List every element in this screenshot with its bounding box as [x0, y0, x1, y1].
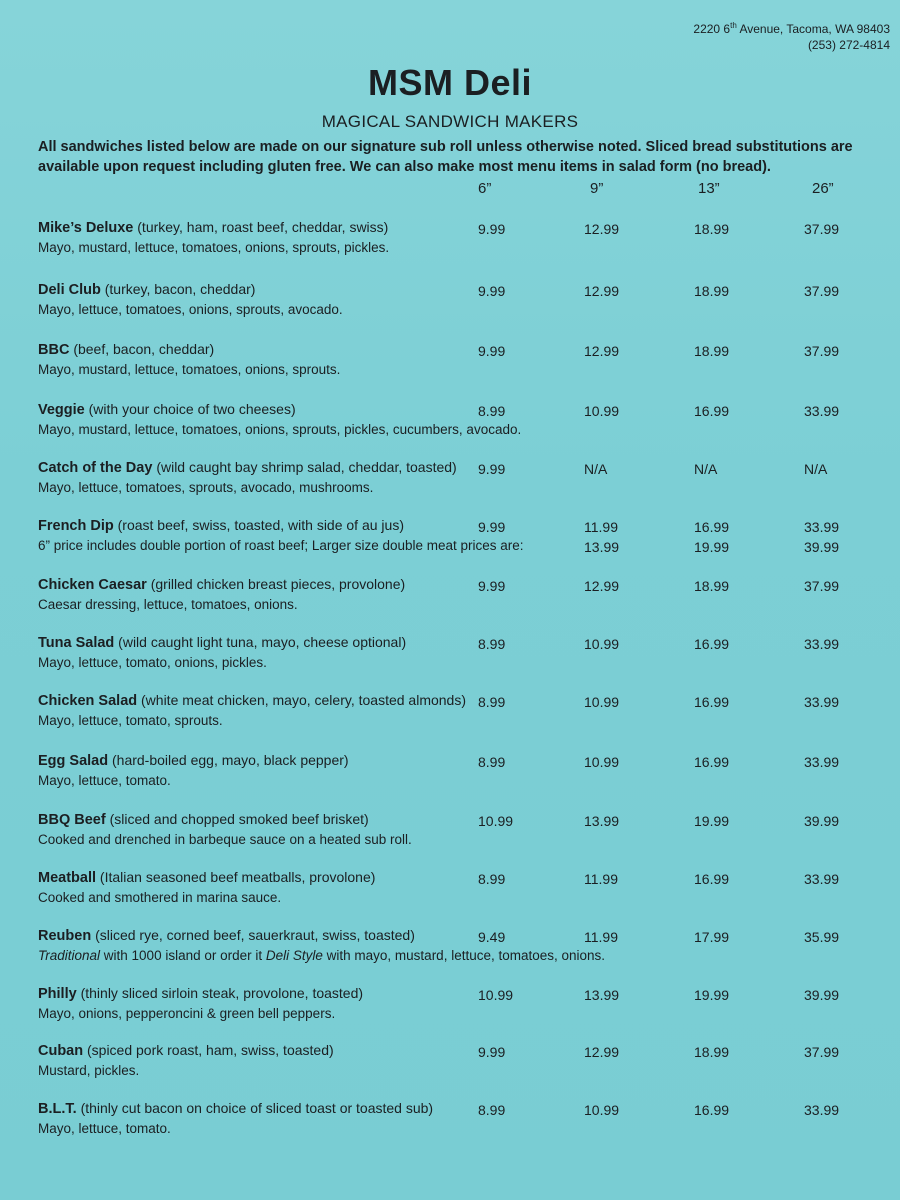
item-price: 10.99 [478, 987, 514, 1003]
menu-item [38, 517, 888, 561]
item-price: 12.99 [584, 343, 620, 359]
item-name: Reuben [38, 928, 92, 944]
menu-item [38, 1042, 888, 1086]
menu-item [38, 985, 888, 1029]
item-price: 33.99 [804, 636, 840, 652]
item-title-line [38, 692, 466, 709]
item-price: 37.99 [804, 221, 840, 237]
item-price: 18.99 [694, 578, 730, 594]
item-price: 12.99 [584, 221, 620, 237]
item-price: 9.99 [478, 578, 506, 594]
item-title-line [38, 459, 457, 476]
size-13in: 13” [698, 180, 720, 197]
size-6in: 6” [478, 180, 492, 197]
item-price: 10.99 [584, 1102, 620, 1118]
item-toppings: Mayo, mustard, lettuce, tomatoes, onions, sprouts. [38, 362, 341, 377]
item-toppings: Mayo, lettuce, tomato. [38, 1121, 171, 1136]
item-name: Catch of the Day [38, 460, 153, 476]
menu-item [38, 752, 888, 796]
item-price: 33.99 [804, 694, 840, 710]
size-header-row [0, 180, 900, 200]
item-price: 13.99 [584, 813, 620, 829]
item-title-line [38, 1042, 334, 1059]
item-price: 9.99 [478, 343, 506, 359]
item-price-double-meat: 19.99 [694, 539, 730, 555]
item-name: Chicken Caesar [38, 577, 147, 593]
item-name: Meatball [38, 870, 97, 886]
street-address: 2220 6th Avenue, Tacoma, WA 98403 [693, 21, 890, 36]
item-price: 10.99 [584, 754, 620, 770]
item-price: 8.99 [478, 754, 506, 770]
item-price: 13.99 [584, 987, 620, 1003]
item-description: (white meat chicken, mayo, celery, toasted almonds) [141, 692, 467, 708]
item-name: Chicken Salad [38, 693, 138, 709]
item-price: 12.99 [584, 1044, 620, 1060]
item-price: 8.99 [478, 403, 506, 419]
item-price: 11.99 [584, 929, 618, 945]
item-name: Deli Club [38, 282, 101, 298]
item-price: 33.99 [804, 519, 840, 535]
item-price: 8.99 [478, 1102, 506, 1118]
item-price: 17.99 [694, 929, 730, 945]
page-title: MSM Deli [367, 62, 532, 103]
item-title-line [38, 985, 363, 1002]
item-price: 11.99 [584, 519, 618, 535]
item-price: 33.99 [804, 871, 840, 887]
menu-item [38, 1100, 888, 1144]
item-price: 16.99 [694, 754, 730, 770]
item-name: B.L.T. [38, 1101, 77, 1117]
item-description: (wild caught bay shrimp salad, cheddar, toasted) [156, 459, 457, 475]
item-toppings: Mayo, mustard, lettuce, tomatoes, onions, sprouts, pickles. [38, 240, 390, 255]
menu-item [38, 692, 888, 736]
item-toppings: Mustard, pickles. [38, 1063, 140, 1078]
item-price: 9.99 [478, 461, 506, 477]
item-toppings: Cooked and smothered in marina sauce. [38, 890, 282, 905]
item-title-line [38, 576, 405, 593]
item-price: N/A [584, 461, 608, 477]
item-price: 18.99 [694, 1044, 730, 1060]
item-name: Mike’s Deluxe [38, 220, 134, 236]
item-price: 8.99 [478, 636, 506, 652]
item-toppings: Mayo, lettuce, tomato, onions, pickles. [38, 655, 267, 670]
item-title-line [38, 517, 404, 534]
item-name: Philly [38, 986, 77, 1002]
item-description: (turkey, bacon, cheddar) [104, 281, 256, 297]
item-toppings: Mayo, mustard, lettuce, tomatoes, onions, sprouts, pickles, cucumbers, avocado. [38, 422, 522, 437]
item-toppings: Caesar dressing, lettuce, tomatoes, onions. [38, 597, 298, 612]
item-description: (hard-boiled egg, mayo, black pepper) [112, 752, 349, 768]
item-toppings: Mayo, lettuce, tomatoes, sprouts, avocado, mushrooms. [38, 480, 374, 495]
item-price: N/A [694, 461, 718, 477]
menu-item [38, 927, 888, 971]
item-price: 10.99 [584, 636, 620, 652]
item-toppings: Mayo, lettuce, tomato, sprouts. [38, 713, 223, 728]
item-title-line [38, 341, 214, 358]
item-price: 8.99 [478, 694, 506, 710]
item-title-line [38, 219, 388, 236]
item-name: French Dip [38, 518, 114, 534]
item-price: 16.99 [694, 403, 730, 419]
intro-text: All sandwiches listed below are made on our signature sub roll unless otherwise noted. Sliced bread substitutions are available upon request including gluten free. We can also make most menu items in salad form (no bread). [38, 139, 853, 175]
item-price: 16.99 [694, 636, 730, 652]
item-price: N/A [804, 461, 828, 477]
item-title-line [38, 811, 369, 828]
item-price-double-meat: 39.99 [804, 539, 840, 555]
menu-item [38, 341, 888, 385]
item-price: 18.99 [694, 221, 730, 237]
item-price: 33.99 [804, 754, 840, 770]
item-price: 12.99 [584, 283, 620, 299]
item-price: 18.99 [694, 283, 730, 299]
item-name: Veggie [38, 402, 85, 418]
item-toppings: Cooked and drenched in barbeque sauce on a heated sub roll. [38, 832, 412, 847]
item-price: 19.99 [694, 813, 730, 829]
item-price: 18.99 [694, 343, 730, 359]
item-name: BBQ Beef [38, 812, 106, 828]
item-title-line [38, 752, 349, 769]
item-price: 12.99 [584, 578, 620, 594]
item-name: Egg Salad [38, 753, 109, 769]
item-description: (with your choice of two cheeses) [88, 401, 296, 417]
item-description: (Italian seasoned beef meatballs, provolone) [99, 869, 376, 885]
item-price: 16.99 [694, 519, 730, 535]
size-26in: 26” [812, 180, 834, 197]
item-title-line [38, 634, 406, 651]
toppings-part: with 1000 island or order it [100, 948, 266, 963]
item-price: 9.99 [478, 283, 506, 299]
item-price: 33.99 [804, 1102, 840, 1118]
item-price: 33.99 [804, 403, 840, 419]
item-price: 37.99 [804, 283, 840, 299]
item-price-double-meat: 13.99 [584, 539, 620, 555]
item-price: 10.99 [478, 813, 514, 829]
item-price: 8.99 [478, 871, 506, 887]
item-price: 10.99 [584, 694, 620, 710]
item-price: 10.99 [584, 403, 620, 419]
menu-item [38, 634, 888, 678]
item-price: 16.99 [694, 871, 730, 887]
item-price: 39.99 [804, 813, 840, 829]
item-price: 16.99 [694, 694, 730, 710]
item-price: 37.99 [804, 343, 840, 359]
item-title-line [38, 401, 296, 418]
page-subtitle: MAGICAL SANDWICH MAKERS [321, 112, 579, 131]
menu-item [38, 811, 888, 855]
phone-number: (253) 272-4814 [807, 38, 890, 52]
address-block [693, 18, 890, 53]
menu-item [38, 459, 888, 503]
size-9in: 9” [590, 180, 604, 197]
item-toppings: 6” price includes double portion of roast beef; Larger size double meat prices are: [38, 538, 524, 553]
item-price: 37.99 [804, 578, 840, 594]
item-description: (sliced and chopped smoked beef brisket) [109, 811, 369, 827]
item-description: (beef, bacon, cheddar) [73, 341, 215, 357]
item-description: (wild caught light tuna, mayo, cheese optional) [118, 634, 407, 650]
item-title-line [38, 927, 415, 944]
item-description: (thinly sliced sirloin steak, provolone, toasted) [80, 985, 364, 1001]
item-description: (turkey, ham, roast beef, cheddar, swiss) [137, 219, 389, 235]
item-toppings: Mayo, lettuce, tomato. [38, 773, 171, 788]
item-title-line [38, 1100, 433, 1117]
item-price: 9.99 [478, 221, 506, 237]
menu-item [38, 219, 888, 263]
toppings-part: with mayo, mustard, lettuce, tomatoes, onions. [322, 948, 606, 963]
item-price: 11.99 [584, 871, 618, 887]
toppings-part: Deli Style [265, 948, 323, 963]
item-name: BBC [38, 342, 70, 358]
item-price: 16.99 [694, 1102, 730, 1118]
item-price: 37.99 [804, 1044, 840, 1060]
item-price: 35.99 [804, 929, 840, 945]
item-description: (spiced pork roast, ham, swiss, toasted) [87, 1042, 334, 1058]
menu-item [38, 576, 888, 620]
item-toppings: Mayo, lettuce, tomatoes, onions, sprouts, avocado. [38, 302, 343, 317]
menu-item [38, 869, 888, 913]
item-description: (sliced rye, corned beef, sauerkraut, swiss, toasted) [95, 927, 415, 943]
item-name: Cuban [38, 1043, 84, 1059]
item-description: (roast beef, swiss, toasted, with side of au jus) [117, 517, 404, 533]
item-price: 19.99 [694, 987, 730, 1003]
item-description: (thinly cut bacon on choice of sliced toast or toasted sub) [80, 1100, 434, 1116]
item-description: (grilled chicken breast pieces, provolone) [150, 576, 406, 592]
item-toppings: Mayo, onions, pepperoncini & green bell peppers. [38, 1006, 336, 1021]
menu-item [38, 401, 888, 445]
item-title-line [38, 281, 255, 298]
item-price: 9.99 [478, 519, 506, 535]
item-name: Tuna Salad [38, 635, 115, 651]
item-price: 9.49 [478, 929, 506, 945]
item-price: 9.99 [478, 1044, 506, 1060]
item-title-line [38, 869, 375, 886]
item-toppings [38, 948, 605, 963]
item-price: 39.99 [804, 987, 840, 1003]
toppings-part: Traditional [38, 948, 101, 963]
menu-item [38, 281, 888, 325]
